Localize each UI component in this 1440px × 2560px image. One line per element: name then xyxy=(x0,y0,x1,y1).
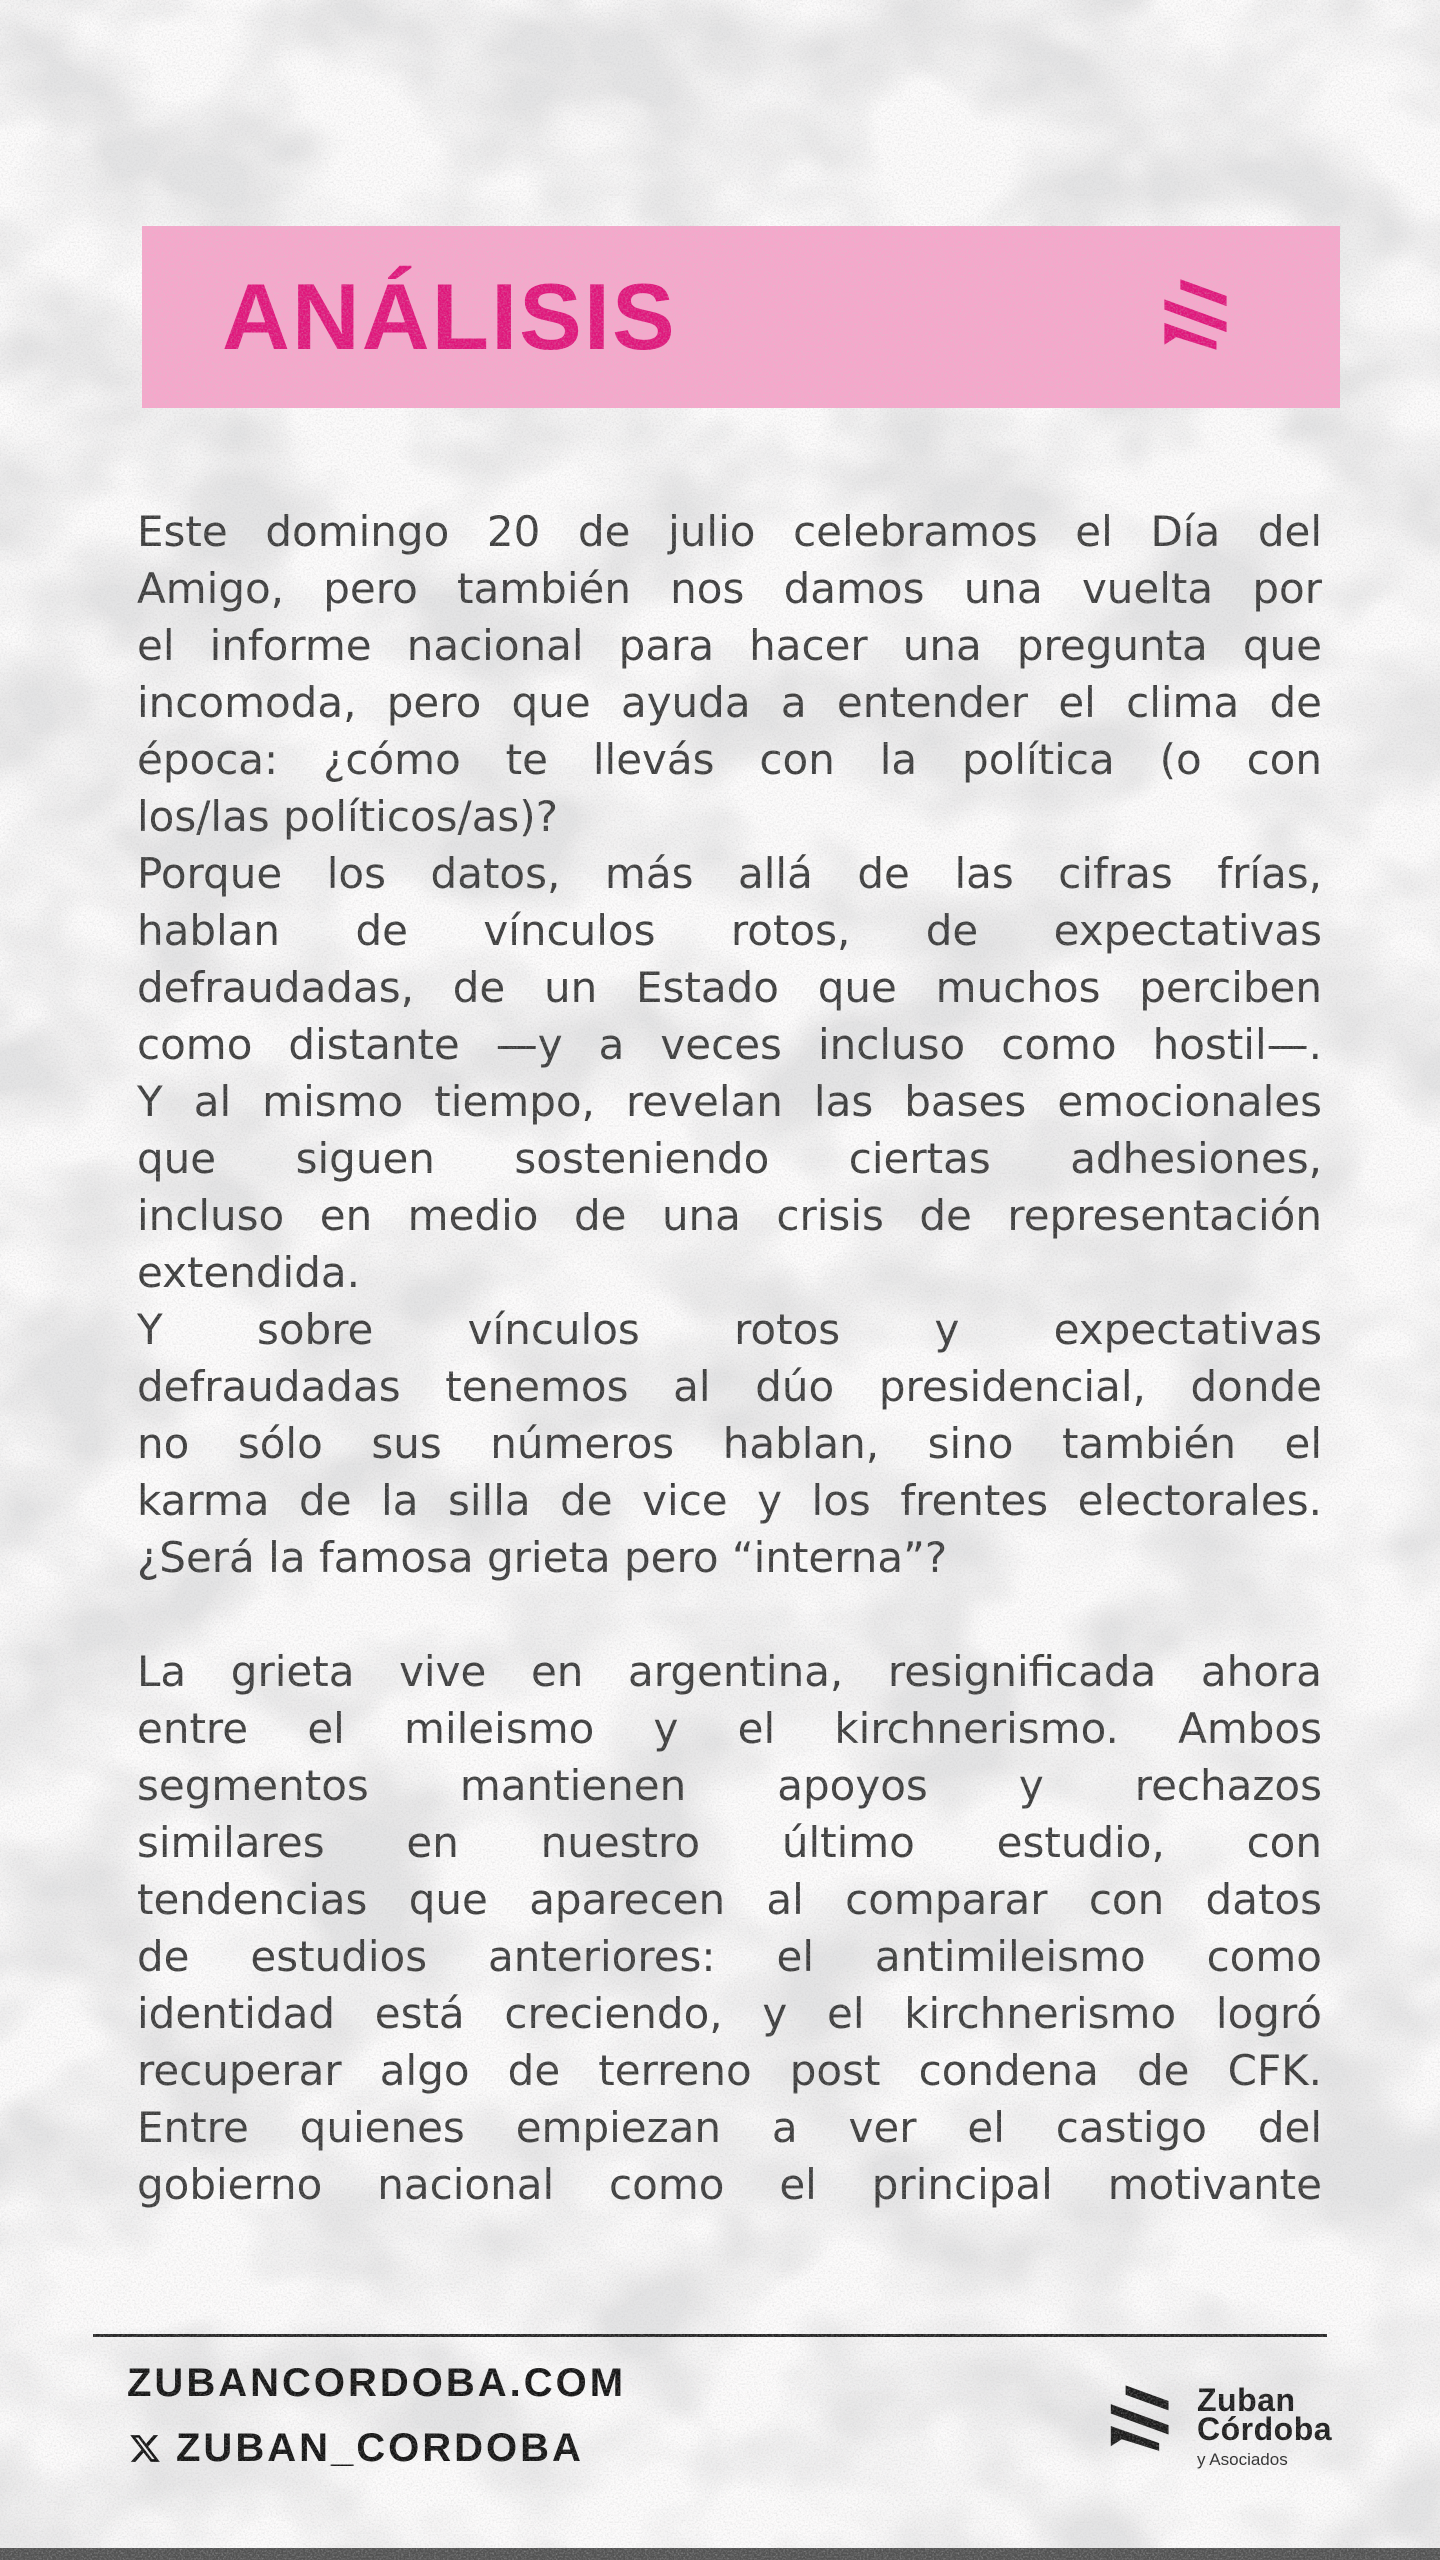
article-line: defraudadas, de un Estado que muchos perciben xyxy=(137,963,1322,1012)
logo-line-cordoba: Córdoba xyxy=(1197,2411,1333,2447)
twitter-handle xyxy=(127,2428,584,2468)
article-line: segmentos mantienen apoyos y rechazos xyxy=(137,1761,1322,1810)
article-line: ¿Será la famosa grieta pero “interna”? xyxy=(137,1533,948,1582)
article-line: recuperar algo de terreno post condena de CFK. xyxy=(137,2046,1322,2095)
bottom-edge-strip xyxy=(0,2548,1440,2560)
logo-line-zuban: Zuban xyxy=(1197,2382,1296,2418)
article-line: Este domingo 20 de julio celebramos el Día del xyxy=(137,507,1322,556)
website-text: ZUBANCORDOBA.COM xyxy=(127,2361,627,2405)
article-line: similares en nuestro último estudio, con xyxy=(137,1818,1322,1867)
article-line: karma de la silla de vice y los frentes electorales. xyxy=(137,1476,1322,1525)
article-line: gobierno nacional como el principal motivante xyxy=(137,2160,1322,2209)
article-line: Porque los datos, más allá de las cifras frías, xyxy=(137,849,1322,898)
article-line: incomoda, pero que ayuda a entender el clima de xyxy=(137,678,1322,727)
article-line: Y sobre vínculos rotos y expectativas xyxy=(137,1305,1322,1354)
article-line: La grieta vive en argentina, resignificada ahora xyxy=(137,1647,1322,1696)
article-line: identidad está creciendo, y el kirchnerismo logró xyxy=(137,1989,1322,2038)
article-line: de estudios anteriores: el antimileismo como xyxy=(137,1932,1322,1981)
article-line: entre el mileismo y el kirchnerismo. Ambos xyxy=(137,1704,1322,1753)
zuban-stripes-icon xyxy=(1103,2377,1181,2464)
handle-text: ZUBAN_CORDOBA xyxy=(176,2426,584,2470)
article-line: tendencias que aparecen al comparar con datos xyxy=(137,1875,1322,1924)
article-line: extendida. xyxy=(137,1248,360,1297)
article-line: Entre quienes empiezan a ver el castigo del xyxy=(137,2103,1322,2152)
page-title: ANÁLISIS xyxy=(222,264,677,369)
article-line: defraudadas tenemos al dúo presidencial, donde xyxy=(137,1362,1322,1411)
article-line: Amigo, pero también nos damos una vuelta por xyxy=(137,564,1322,613)
article-line: época: ¿cómo te llevás con la política (o con xyxy=(137,735,1322,784)
article-line: el informe nacional para hacer una pregunta que xyxy=(137,621,1322,670)
footer-divider xyxy=(93,2334,1327,2337)
logo-line-asociados: y Asociados xyxy=(1197,2450,1288,2469)
article-line: como distante —y a veces incluso como hostil—. xyxy=(137,1020,1322,1069)
article-line: incluso en medio de una crisis de representación xyxy=(137,1191,1322,1240)
zuban-cordoba-logotype xyxy=(1197,2382,1333,2469)
article-line: que siguen sosteniendo ciertas adhesiones, xyxy=(137,1134,1322,1183)
article-line: no sólo sus números hablan, sino también el xyxy=(137,1419,1322,1468)
x-logo-icon xyxy=(127,2432,163,2465)
article-line: Y al mismo tiempo, revelan las bases emocionales xyxy=(137,1077,1322,1126)
article-line: los/las políticos/as)? xyxy=(137,792,558,841)
article-line: hablan de vínculos rotos, de expectativas xyxy=(137,906,1322,955)
